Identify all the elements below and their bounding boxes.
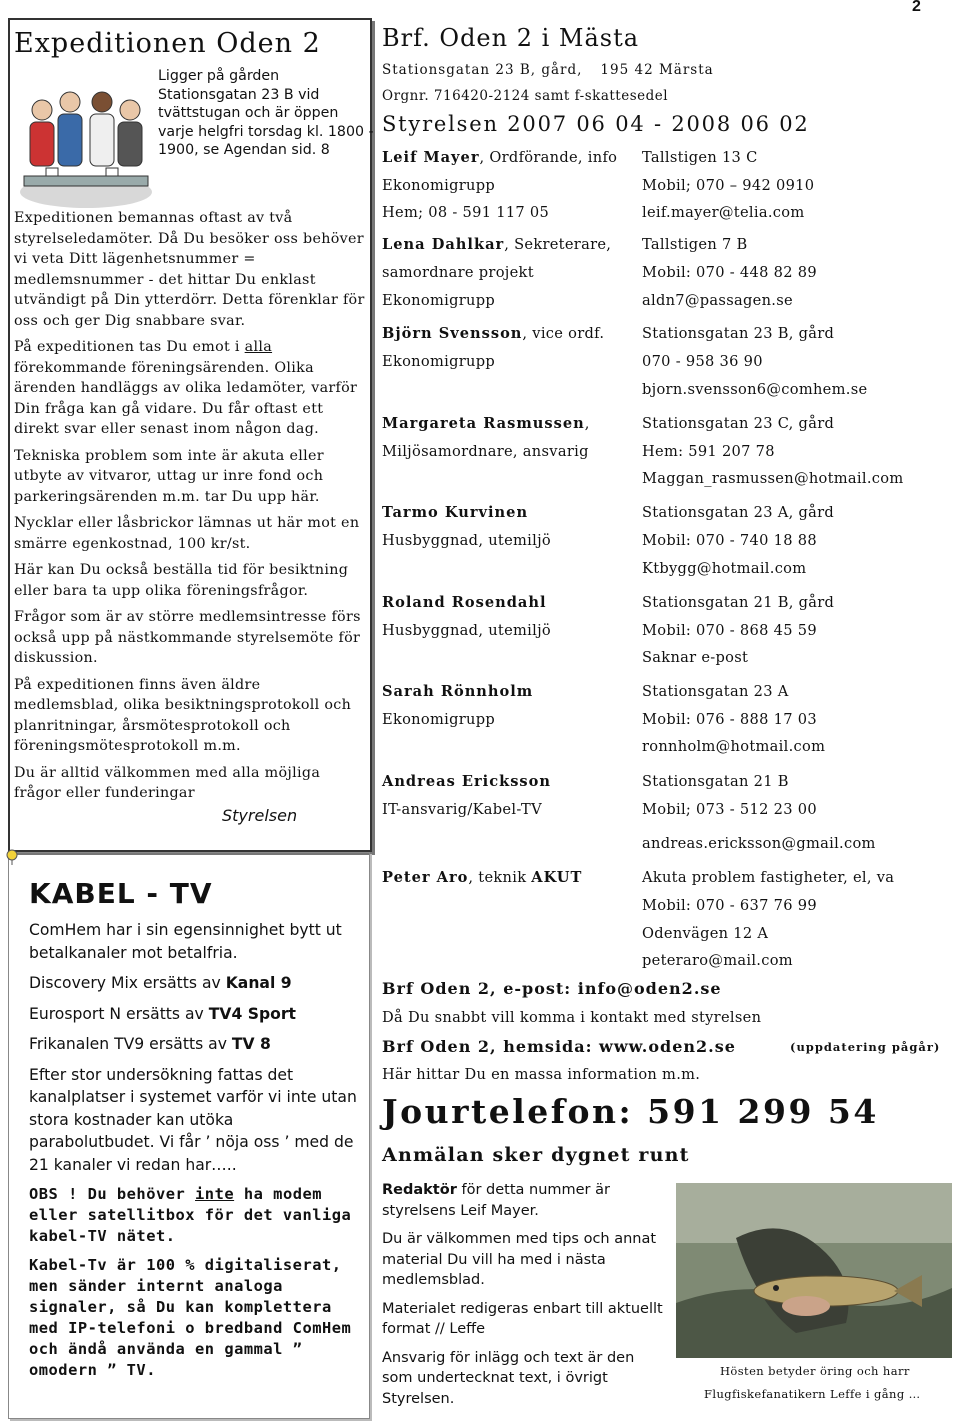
article-paragraph: Nycklar eller låsbrickor lämnas ut här mot en smärre egenkostnad, 100 kr/st. <box>14 515 360 552</box>
channel-replacement: Eurosport N ersätts av TV4 Sport <box>29 1004 296 1023</box>
article-paragraph: Här kan Du också beställa tid för besiktning eller bara ta upp olika föreningsfrågor. <box>14 562 349 599</box>
website-status: (uppdatering pågår) <box>790 1040 941 1054</box>
kabel-obs: OBS ! Du behöver inte ha modem eller satellitbox för det vanliga kabel-TV nätet. <box>29 1185 352 1245</box>
channel-replacement: Frikanalen TV9 ersätts av TV 8 <box>29 1035 271 1053</box>
editorial-paragraph: Redaktör för detta nummer är styrelsens Leif Mayer. <box>382 1182 610 1219</box>
fishing-photo <box>676 1183 952 1358</box>
org-name: Brf. Oden 2 i Mästa <box>382 24 640 52</box>
member-email: aldn7@passagen.se <box>642 292 793 309</box>
article-paragraph: Frågor som är av större medlemsintresse förs också upp på nästkommande styrelsemöte för diskussion. <box>14 609 361 666</box>
editorial-info <box>382 1180 664 1417</box>
channel-replacement: Discovery Mix ersätts av Kanal 9 <box>29 974 292 992</box>
kabel-tv-box <box>8 852 370 1419</box>
page-number: 2 <box>912 0 921 15</box>
article-paragraph: På expeditionen tas Du emot i alla förekommande föreningsärenden. Olika ärenden handläggs av olika ledamöter, varför Din fråga kan gå vidare. Du får oftast ett direkt svar eller senast inom någon dag. <box>14 339 358 437</box>
website-contact: Brf Oden 2, hemsida: www.oden2.se <box>382 1037 736 1056</box>
member-email: andreas.ericksson@gmail.com <box>642 835 876 852</box>
photo-caption-line2: Flugfiskefanatikern Leffe i gång … <box>704 1387 921 1401</box>
signature: Styrelsen <box>222 806 298 825</box>
org-number: Orgnr. 716420-2124 samt f-skattesedel <box>382 88 669 104</box>
location-note: Ligger på gården Stationsgatan 23 B vid tvättstugan och är öppen varje helgfri torsdag kl. 1800 - 1900, se Agendan sid. 8 <box>158 68 374 158</box>
article-paragraph: Du är alltid välkommen med alla möjliga frågor eller funderingar <box>14 764 321 801</box>
emergency-phone: Jourtelefon: 591 299 54 <box>382 1092 879 1131</box>
emergency-note: Anmälan sker dygnet runt <box>382 1144 690 1166</box>
board-heading: Styrelsen 2007 06 04 - 2008 06 02 <box>382 112 810 136</box>
website-note: Här hittar Du en massa information m.m. <box>382 1066 701 1083</box>
kabel-intro: ComHem har i sin egensinnighet bytt ut betalkanaler mot betalfria. <box>29 921 342 962</box>
kabel-title: KABEL - TV <box>29 877 213 910</box>
org-address: Stationsgatan 23 B, gård, 195 42 Märsta <box>382 62 714 78</box>
member-email: Ktbygg@hotmail.com <box>642 560 807 577</box>
article-paragraph: Expeditionen bemannas oftast av två styrelseledamöter. Då Du besöker oss behöver vi veta Ditt lägenhetsnummer = medlemsnummer - det hittar Du enklast utvändigt på Din ytterdörr. Detta förenklar för oss och ger Dig snabbare svar. <box>14 210 365 329</box>
article-paragraph: På expeditionen finns även äldre medlemsblad, olika besiktningsprotokoll och planritningar, årsmötesprotokoll och föreningsmötesprotokoll m.m. <box>14 676 352 754</box>
photo-caption-line1: Hösten betyder öring och harr <box>720 1364 910 1378</box>
editorial-paragraph: Materialet redigeras enbart till aktuellt format // Leffe <box>382 1300 663 1337</box>
pin-icon <box>5 849 19 865</box>
expedition-article <box>8 18 372 852</box>
member-email: bjorn.svensson6@comhem.se <box>642 381 868 398</box>
member-email: ronnholm@hotmail.com <box>642 738 826 755</box>
article-paragraph: Tekniska problem som inte är akuta eller utbyte av vitvaror, uttag ur inre fond och parkeringsärenden m.m. tar Du upp här. <box>14 447 324 505</box>
article-body <box>14 208 368 810</box>
member-email: leif.mayer@telia.com <box>642 204 805 221</box>
member-email: Maggan_rasmussen@hotmail.com <box>642 470 904 487</box>
email-contact: Brf Oden 2, e-post: info@oden2.se <box>382 979 722 998</box>
article-title: Expeditionen Oden 2 <box>14 28 321 59</box>
editorial-paragraph: Ansvarig för inlägg och text är den som undertecknat text, i övrigt Styrelsen. <box>382 1349 635 1407</box>
member-email: Saknar e-post <box>642 649 749 666</box>
editorial-paragraph: Du är välkommen med tips och annat material Du vill ha med i nästa medlemsblad. <box>382 1231 657 1288</box>
kabel-digital: Kabel-Tv är 100 % digitaliserat, men sänder internt analoga signaler, så Du kan komplettera med IP-telefoni o bredband ComHem och ändå använda en gammal ” omodern ” TV. <box>29 1256 352 1379</box>
email-note: Då Du snabbt vill komma i kontakt med styrelsen <box>382 1009 762 1026</box>
meeting-people-illustration <box>16 80 156 220</box>
kabel-paragraph: Efter stor undersökning fattas det kanalplatser i systemet varför vi inte utan stora kostnader kan utöka parabolutbudet. Vi får ’ nöja oss ’ med de 21 kanaler vi redan har….. <box>29 1065 357 1174</box>
kabel-body <box>29 919 359 1389</box>
